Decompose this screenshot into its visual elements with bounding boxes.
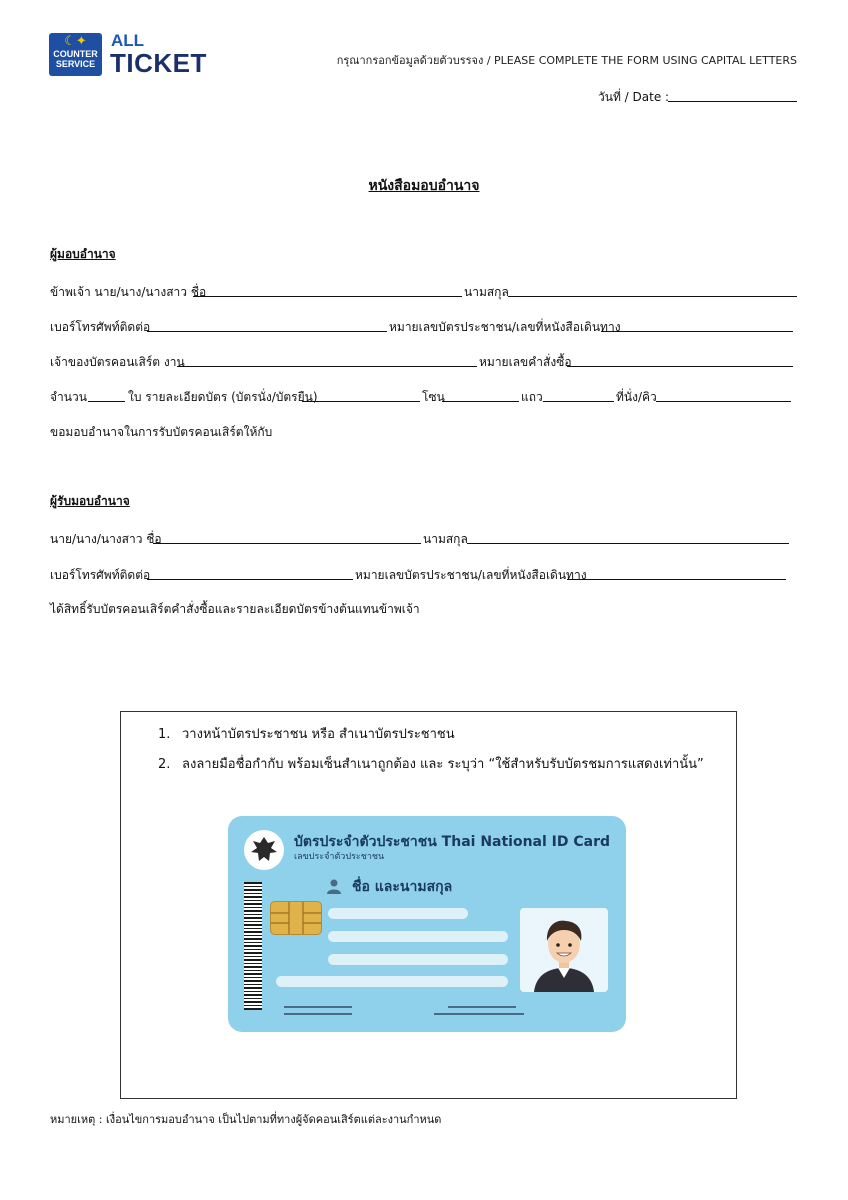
grantor-name-field[interactable]	[193, 296, 462, 297]
id-card-title: บัตรประจำตัวประชาชน Thai National ID Card	[294, 834, 611, 850]
placeholder-bar	[328, 908, 468, 919]
grantee-surname-label: นามสกุล	[423, 532, 468, 546]
instruction-number: 1.	[158, 727, 171, 742]
instruction-text: วางหน้าบัตรประชาชน หรือ สำเนาบัตรประชาชน	[182, 727, 455, 742]
quantity-label: จำนวน	[50, 390, 87, 404]
instruction-item-1	[158, 723, 455, 744]
id-photo	[520, 908, 608, 992]
row-label: แถว	[521, 390, 543, 404]
footnote: หมายเหตุ : เงื่อนไขการมอบอำนาจ เป็นไปตามที่ทางผู้จัดคอนเสิร์ตแต่ละงานกำหนด	[50, 1113, 442, 1126]
event-field[interactable]	[177, 366, 477, 367]
page-title: หนังสือมอบอำนาจ	[368, 178, 480, 194]
order-number-field[interactable]	[567, 366, 793, 367]
grantor-phone-label: เบอร์โทรศัพท์ติดต่อ	[50, 320, 151, 334]
moon-star-icon: ☾✦	[64, 34, 87, 49]
ticket-detail-field[interactable]	[302, 401, 420, 402]
id-card-name-label: ชื่อ และนามสกุล	[352, 879, 453, 895]
signature-line	[448, 1006, 516, 1008]
zone-field[interactable]	[442, 401, 519, 402]
logo-text-counter: COUNTER	[53, 49, 98, 59]
signature-line	[284, 1013, 352, 1015]
form-instruction: กรุณากรอกข้อมูลด้วยตัวบรรจง / PLEASE COMPLETE THE FORM USING CAPITAL LETTERS	[336, 54, 797, 67]
rights-text: ได้สิทธิ์รับบัตรคอนเสิร์ตคำสั่งซื้อและรายละเอียดบัตรข้างต้นแทนข้าพเจ้า	[50, 602, 420, 616]
logo-ticket-text: TICKET	[110, 48, 207, 78]
placeholder-bar	[276, 976, 508, 987]
event-label: เจ้าของบัตรคอนเสิร์ต งาน	[50, 355, 185, 369]
quantity-field[interactable]	[88, 401, 125, 402]
grantor-id-field[interactable]	[601, 331, 793, 332]
seat-field[interactable]	[656, 401, 791, 402]
authorize-text: ขอมอบอำนาจในการรับบัตรคอนเสิร์ตให้กับ	[50, 425, 273, 439]
signature-line	[284, 1006, 352, 1008]
counter-service-logo	[49, 33, 102, 76]
grantee-id-label: หมายเลขบัตรประชาชน/เลขที่หนังสือเดินทาง	[355, 568, 587, 582]
grantor-surname-label: นามสกุล	[464, 285, 509, 299]
instruction-item-2	[158, 753, 704, 774]
person-icon	[326, 878, 342, 894]
date-field[interactable]	[668, 101, 797, 102]
placeholder-bar	[328, 954, 508, 965]
row-field[interactable]	[543, 401, 614, 402]
grantor-phone-field[interactable]	[147, 331, 387, 332]
zone-label: โซน	[422, 390, 445, 404]
grantee-phone-label: เบอร์โทรศัพท์ติดต่อ	[50, 568, 151, 582]
logo-all-text: ALL	[111, 31, 145, 50]
garuda-emblem-icon	[244, 830, 284, 870]
grantor-name-label: ข้าพเจ้า นาย/นาง/นางสาว ชื่อ	[50, 285, 207, 299]
ticket-detail-label: ใบ รายละเอียดบัตร (บัตรนั่ง/บัตรยืน)	[128, 390, 318, 404]
grantee-phone-field[interactable]	[147, 579, 353, 580]
logo-text-service: SERVICE	[55, 59, 96, 69]
date-label: วันที่ / Date :	[598, 90, 670, 104]
order-number-label: หมายเลขคำสั่งซื้อ	[479, 355, 572, 369]
grantee-surname-field[interactable]	[467, 543, 789, 544]
instruction-text: ลงลายมือชื่อกำกับ พร้อมเซ็นสำเนาถูกต้อง และ ระบุว่า “ใช้สำหรับรับบัตรชมการแสดงเท่านั้น”	[182, 757, 704, 772]
id-card-illustration	[228, 816, 626, 1032]
signature-line	[434, 1013, 524, 1015]
grantor-heading: ผู้มอบอำนาจ	[50, 247, 116, 261]
instruction-number: 2.	[158, 757, 171, 772]
grantee-name-field[interactable]	[153, 543, 421, 544]
id-card-subtitle: เลขประจำตัวประชาชน	[294, 852, 385, 862]
grantee-id-field[interactable]	[567, 579, 786, 580]
grantee-name-label: นาย/นาง/นางสาว ชื่อ	[50, 532, 162, 546]
chip-icon	[270, 901, 322, 935]
grantee-heading: ผู้รับมอบอำนาจ	[50, 494, 130, 508]
grantor-id-label: หมายเลขบัตรประชาชน/เลขที่หนังสือเดินทาง	[389, 320, 621, 334]
placeholder-bar	[328, 931, 508, 942]
seat-label: ที่นั่ง/คิว	[616, 390, 657, 404]
barcode-icon	[244, 882, 262, 1010]
grantor-surname-field[interactable]	[508, 296, 797, 297]
person-photo-icon	[520, 908, 608, 992]
